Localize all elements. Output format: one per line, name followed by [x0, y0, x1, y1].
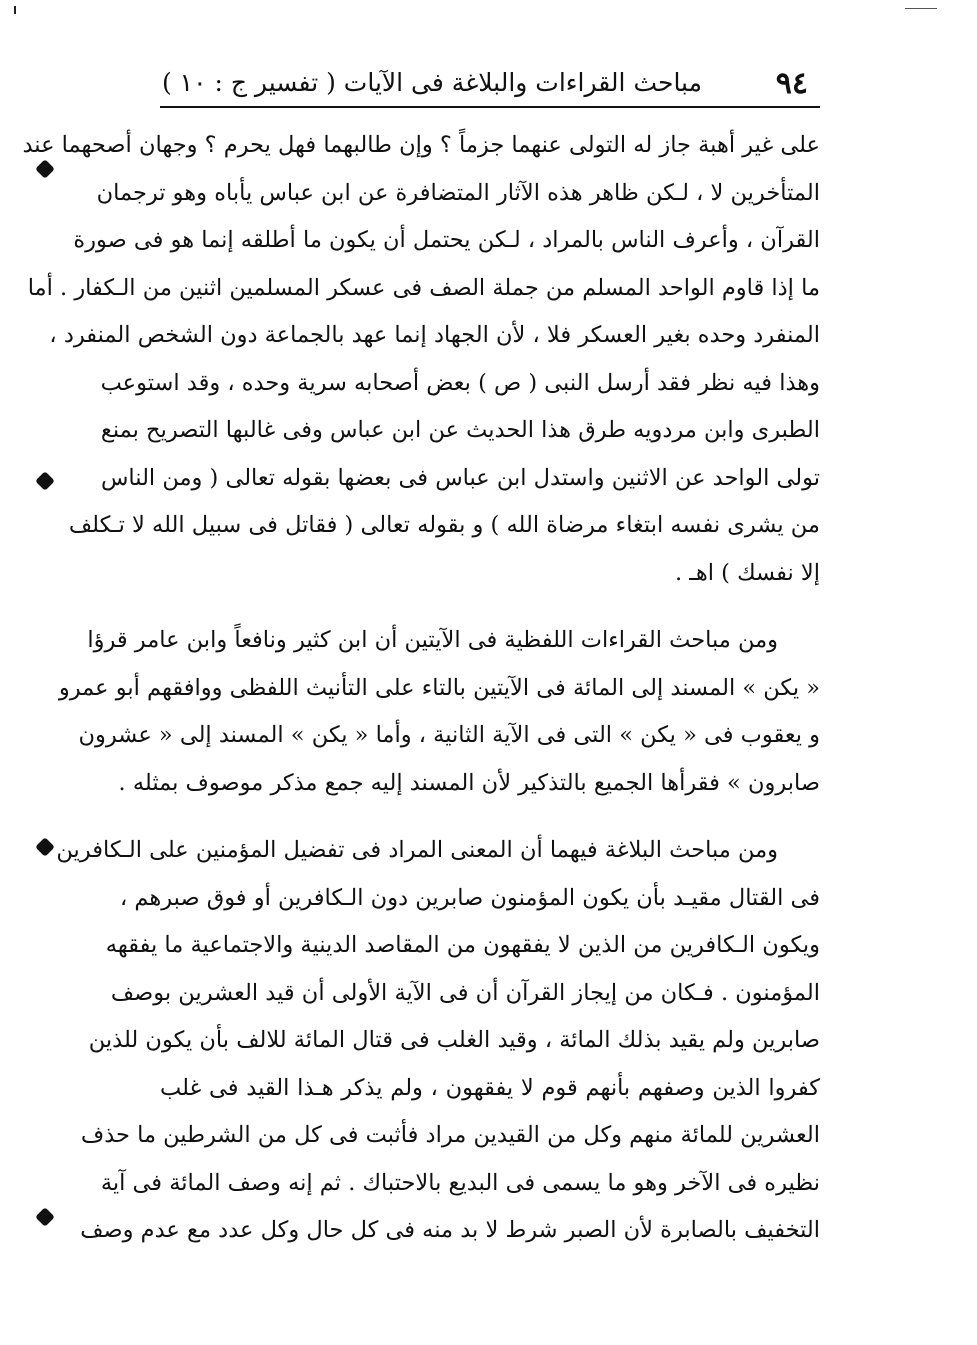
text-line: المتأخرين لا ، لـكن ظاهر هذه الآثار المتضافرة عن ابن عباس يأباه وهو ترجمان: [96, 179, 820, 206]
binding-hole-mark: [35, 471, 55, 491]
text-line: كفروا الذين وصفهم بأنهم قوم لا يفقهون ، ولم يذكر هـذا القيد فى غلب: [160, 1074, 820, 1101]
paragraph: [58, 617, 820, 807]
text-line: ومن مباحث القراءات اللفظية فى الآيتين أن ابن كثير ونافعاً وابن عامر قرؤا: [87, 627, 778, 653]
text-line: العشرين للمائة منهم وكل من القيدين مراد فأثبت فى كل من الشرطين ما حذف: [80, 1122, 820, 1148]
text-line: صابرون » فقرأها الجميع بالتذكير لأن المسند إليه جمع مذكر موصوف بمثله .: [118, 769, 820, 796]
paragraph: [22, 122, 820, 597]
text-line: المؤمنون . فـكان من إيجاز القرآن أن فى الآية الأولى أن قيد العشرين بوصف: [110, 979, 820, 1006]
text-line: صابرين ولم يقيد بذلك المائة ، وقيد الغلب فى قتال المائة للالف بأن يكون للذين: [88, 1027, 820, 1053]
text-line: الطبرى وابن مردويه طرق هذا الحديث عن ابن عباس وفى غالبها التصريح بمنع: [100, 417, 820, 443]
scan-corner-line: [905, 8, 937, 9]
text-line: من يشرى نفسه ابتغاء مرضاة الله ) و بقوله تعالى ( فقاتل فى سبيل الله لا تـكلف: [68, 512, 820, 538]
page-header: [160, 60, 820, 108]
body-text: [22, 122, 820, 1255]
text-line: فى القتال مقيـد بأن يكون المؤمنون صابرين دون الـكافرين أو فوق صبرهم ،: [120, 884, 820, 911]
page-number: ٩٤: [775, 66, 808, 101]
text-line: التخفيف بالصابرة لأن الصبر شرط لا بد منه فى كل حال وكل عدد مع عدم وصف: [80, 1217, 820, 1243]
text-line: وهذا فيه نظر فقد أرسل النبى ( ص ) بعض أصحابه سرية وحده ، وقد استوعب: [100, 369, 820, 396]
text-line: على غير أهبة جاز له التولى عنهما جزماً ؟ وإن طالبهما فهل يحرم ؟ وجهان أصحهما عند: [22, 132, 820, 158]
paragraph-gap: [160, 597, 820, 617]
paragraph-gap: [160, 807, 820, 827]
text-line: إلا نفسك ) اهـ .: [674, 559, 820, 586]
text-line: ومن مباحث البلاغة فيهما أن المعنى المراد فى تفضيل المؤمنين على الـكافرين: [56, 837, 778, 863]
paragraph: [56, 827, 820, 1255]
text-line: تولى الواحد عن الاثنين واستدل ابن عباس فى بعضها بقوله تعالى ( ومن الناس: [100, 464, 820, 491]
text-line: ما إذا قاوم الواحد المسلم من جملة الصف فى عسكر المسلمين اثنين من الـكفار . أما: [27, 274, 820, 301]
header-rule: [160, 106, 820, 108]
text-line: « يكن » المسند إلى المائة فى الآيتين بالتاء على التأنيث اللفظى ووافقهم أبو عمرو: [58, 674, 820, 701]
text-line: المنفرد وحده بغير العسكر فلا ، لأن الجهاد إنما عهد بالجماعة دون الشخص المنفرد ،: [49, 322, 820, 348]
text-line: و يعقوب فى « يكن » التى فى الآية الثانية ، وأما « يكن » المسند إلى « عشرون: [78, 722, 820, 748]
binding-hole-mark: [35, 1207, 55, 1227]
text-line: ويكون الـكافرين من الذين لا يفقهون من المقاصد الدينية والاجتماعية ما يفقهه: [105, 932, 820, 958]
text-line: نظيره فى الآخر وهو ما يسمى فى البديع بالاحتباك . ثم إنه وصف المائة فى آية: [100, 1169, 820, 1196]
scan-corner-mark: [14, 6, 16, 14]
text-line: القرآن ، وأعرف الناس بالمراد ، لـكن يحتمل أن يكون ما أطلقه إنما هو فى صورة: [73, 227, 820, 253]
binding-hole-mark: [35, 837, 55, 857]
running-title: مباحث القراءات والبلاغة فى الآيات ( تفسير ج : ١٠ ): [161, 68, 702, 97]
